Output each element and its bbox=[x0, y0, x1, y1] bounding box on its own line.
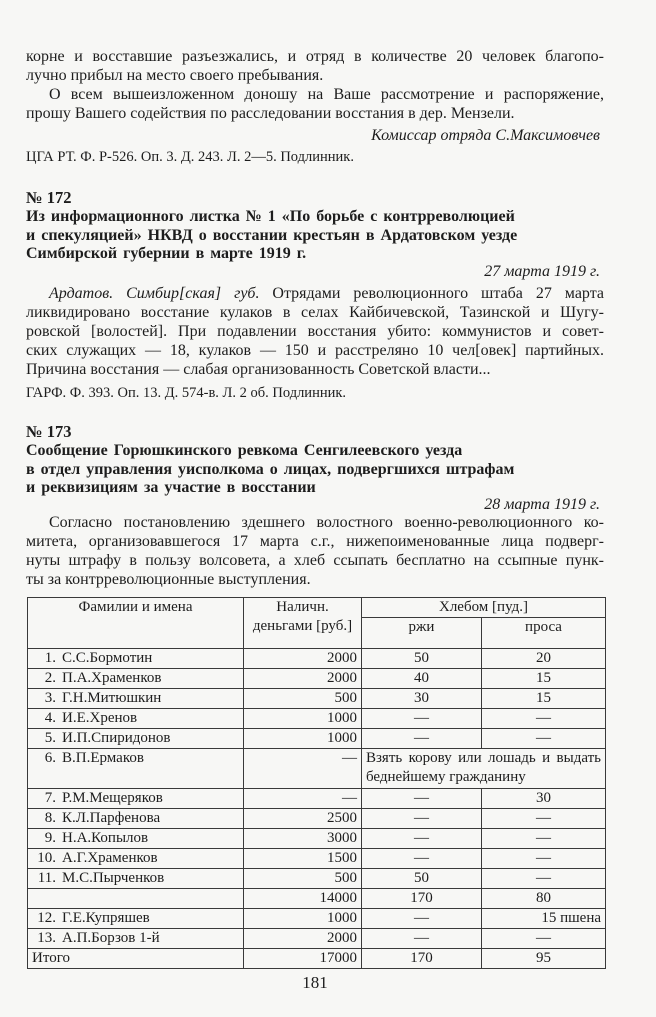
rye-cell: — bbox=[362, 709, 482, 729]
person-name: Г.Н.Митюшкин bbox=[62, 690, 162, 706]
text-line: Причина восстания — слабая организованность Советской власти... bbox=[26, 361, 491, 378]
cash-cell: 500 bbox=[244, 689, 362, 709]
title-line: Сообщение Горюшкинского ревкома Сенгилеевского уезда bbox=[26, 442, 463, 459]
text-line: прошу Вашего содействия по расследовании восстания в дер. Мензели. bbox=[26, 105, 515, 122]
title-line: и спекуляцией» НКВД о восстании крестьян в Ардатовском уезде bbox=[26, 226, 518, 244]
millet-cell: — bbox=[482, 809, 606, 829]
table-row bbox=[28, 709, 606, 729]
millet-cell: — bbox=[482, 869, 606, 889]
person-name: М.С.Пырченков bbox=[62, 870, 165, 886]
millet-cell: — bbox=[482, 929, 606, 949]
text-line bbox=[26, 284, 604, 303]
cash-cell: 14000 bbox=[244, 889, 362, 909]
cash-cell: 1000 bbox=[244, 729, 362, 749]
text-line: ских служащих — 18, кулаков — 150 и расстреляно 10 чел[овек] партийных. bbox=[26, 342, 604, 359]
document-number: № 172 bbox=[26, 188, 72, 207]
row-number: 6. bbox=[44, 750, 56, 766]
text-fragment: Отрядами революционного штаба 27 марта bbox=[272, 285, 604, 302]
row-number: 3. bbox=[44, 690, 56, 706]
text-line: нуты штрафу в пользу волсовета, а хлеб ссыпать бесплатно на ссыпные пунк- bbox=[26, 552, 604, 569]
rye-cell: — bbox=[362, 849, 482, 869]
header-line: Наличн. bbox=[276, 599, 329, 615]
header-names: Фамилии и имена bbox=[28, 598, 244, 649]
continuation-paragraph bbox=[26, 47, 604, 123]
document-body bbox=[26, 284, 604, 379]
cash-cell: 1000 bbox=[244, 909, 362, 929]
text-line: митета, организовавшегося 17 марта с.г., нижепоименованные лица подверг- bbox=[26, 533, 604, 550]
row-number: 13. bbox=[37, 930, 56, 946]
rye-cell: 170 bbox=[362, 889, 482, 909]
person-name: К.Л.Парфенова bbox=[62, 810, 161, 826]
cash-cell: 1500 bbox=[244, 849, 362, 869]
cash-cell: 2000 bbox=[244, 649, 362, 669]
rye-cell: — bbox=[362, 929, 482, 949]
cash-cell: 3000 bbox=[244, 829, 362, 849]
document-date: 27 марта 1919 г. bbox=[484, 263, 600, 280]
person-name: И.Е.Хренов bbox=[62, 710, 138, 726]
table-row bbox=[28, 669, 606, 689]
total-row bbox=[28, 949, 606, 969]
text-line: корне и восставшие разъезжались, и отряд в количестве 20 человек благопо- bbox=[26, 48, 604, 65]
rye-cell: — bbox=[362, 729, 482, 749]
rye-cell: 50 bbox=[362, 869, 482, 889]
row-number: 2. bbox=[44, 670, 56, 686]
person-name: А.П.Борзов 1-й bbox=[62, 930, 160, 946]
table-row bbox=[28, 649, 606, 669]
document-number: № 173 bbox=[26, 422, 72, 441]
table-row bbox=[28, 789, 606, 809]
title-line: в отдел управления уисполкома о лицах, подвергшихся штрафам bbox=[26, 460, 515, 478]
row-number: 10. bbox=[37, 850, 56, 866]
page-number: 181 bbox=[302, 973, 328, 992]
document-title bbox=[26, 208, 604, 264]
millet-cell: 15 bbox=[482, 669, 606, 689]
rye-cell: — bbox=[362, 789, 482, 809]
name-cell bbox=[28, 909, 244, 929]
text-line: лучно прибыл на место своего пребывания. bbox=[26, 67, 324, 84]
table-row bbox=[28, 929, 606, 949]
rye-cell: — bbox=[362, 809, 482, 829]
cash-cell: 2000 bbox=[244, 929, 362, 949]
table-row bbox=[28, 909, 606, 929]
name-cell bbox=[28, 829, 244, 849]
rye-cell: 50 bbox=[362, 649, 482, 669]
subtotal-row bbox=[28, 889, 606, 909]
table-row bbox=[28, 829, 606, 849]
person-name: Р.М.Мещеряков bbox=[62, 790, 163, 806]
cash-cell: 500 bbox=[244, 869, 362, 889]
header-cash bbox=[244, 598, 362, 649]
document-body bbox=[26, 513, 604, 589]
name-cell bbox=[28, 729, 244, 749]
cash-cell: — bbox=[244, 789, 362, 809]
document-date: 28 марта 1919 г. bbox=[484, 496, 600, 513]
text-line: ликвидировано восстание кулаков в селах Кайбичевской, Тазинской и Шугу- bbox=[26, 304, 604, 321]
millet-cell: 15 bbox=[482, 689, 606, 709]
archive-source: ЦГА РТ. Ф. Р-526. Оп. 3. Д. 243. Л. 2—5. Подлинник. bbox=[26, 149, 354, 165]
table-header-row bbox=[28, 598, 606, 618]
person-name: А.Г.Храменков bbox=[62, 850, 158, 866]
document-title bbox=[26, 442, 604, 498]
table-row bbox=[28, 729, 606, 749]
title-line: Симбирской губернии в марте 1919 г. bbox=[26, 245, 307, 262]
text-line: О всем вышеизложенном доношу на Ваше рассмотрение и распоряжение, bbox=[49, 86, 604, 103]
table-row bbox=[28, 869, 606, 889]
millet-cell: — bbox=[482, 709, 606, 729]
name-cell bbox=[28, 789, 244, 809]
row-number: 1. bbox=[44, 650, 56, 666]
note-line: беднейшему гражданину bbox=[366, 769, 526, 785]
header-millet: проса bbox=[482, 618, 606, 649]
name-cell bbox=[28, 809, 244, 829]
title-line: Из информационного листка № 1 «По борьбе с контрреволюцией bbox=[26, 208, 515, 225]
table-row bbox=[28, 749, 606, 789]
row-number: 12. bbox=[37, 910, 56, 926]
person-name: И.П.Спиридонов bbox=[62, 730, 171, 746]
signature: Комиссар отряда С.Максимовчев bbox=[371, 127, 600, 144]
rye-cell: — bbox=[362, 829, 482, 849]
name-cell bbox=[28, 889, 244, 909]
row-number: 4. bbox=[44, 710, 56, 726]
rye-cell: 30 bbox=[362, 689, 482, 709]
cash-cell: 2500 bbox=[244, 809, 362, 829]
table-row bbox=[28, 689, 606, 709]
person-name: Н.А.Копылов bbox=[62, 830, 149, 846]
person-name: Г.Е.Купряшев bbox=[62, 910, 150, 926]
cash-cell: — bbox=[244, 749, 362, 789]
table-row bbox=[28, 809, 606, 829]
row-number: 5. bbox=[44, 730, 56, 746]
millet-cell: 15 пшена bbox=[482, 909, 606, 929]
row-number: 7. bbox=[44, 790, 56, 806]
person-name: В.П.Ермаков bbox=[62, 750, 144, 766]
cash-cell: 2000 bbox=[244, 669, 362, 689]
total-label: Итого bbox=[28, 949, 244, 969]
name-cell bbox=[28, 689, 244, 709]
header-line: деньгами [руб.] bbox=[252, 618, 353, 634]
name-cell bbox=[28, 669, 244, 689]
row-number: 11. bbox=[37, 870, 56, 886]
name-cell bbox=[28, 709, 244, 729]
cash-cell: 1000 bbox=[244, 709, 362, 729]
header-rye: ржи bbox=[362, 618, 482, 649]
place-name: Ардатов. Симбир[ская] губ. bbox=[49, 285, 260, 302]
rye-cell: — bbox=[362, 909, 482, 929]
fines-table bbox=[27, 597, 606, 969]
millet-cell: — bbox=[482, 829, 606, 849]
name-cell bbox=[28, 929, 244, 949]
name-cell bbox=[28, 869, 244, 889]
millet-cell: 20 bbox=[482, 649, 606, 669]
person-name: П.А.Храменков bbox=[62, 670, 162, 686]
text-line: ровской [волостей]. При подавлении восстания убито: коммунистов и совет- bbox=[26, 323, 604, 340]
total-rye: 170 bbox=[362, 949, 482, 969]
total-millet: 95 bbox=[482, 949, 606, 969]
name-cell bbox=[28, 649, 244, 669]
millet-cell: — bbox=[482, 729, 606, 749]
row-number: 8. bbox=[44, 810, 56, 826]
name-cell bbox=[28, 849, 244, 869]
row-number: 9. bbox=[44, 830, 56, 846]
header-grain: Хлебом [пуд.] bbox=[362, 598, 606, 618]
millet-cell: — bbox=[482, 849, 606, 869]
archive-source: ГАРФ. Ф. 393. Оп. 13. Д. 574-в. Л. 2 об. Подлинник. bbox=[26, 385, 347, 401]
name-cell bbox=[28, 749, 244, 789]
text-line: Согласно постановлению здешнего волостного военно-революционного ко- bbox=[49, 514, 604, 531]
millet-cell: 80 bbox=[482, 889, 606, 909]
table-row bbox=[28, 849, 606, 869]
person-name: С.С.Бормотин bbox=[62, 650, 153, 666]
note-line: Взять корову или лошадь и выдать bbox=[366, 750, 601, 766]
requisition-note-cell bbox=[362, 749, 606, 789]
millet-cell: 30 bbox=[482, 789, 606, 809]
rye-cell: 40 bbox=[362, 669, 482, 689]
total-cash: 17000 bbox=[244, 949, 362, 969]
title-line: и реквизициям за участие в восстании bbox=[26, 479, 316, 496]
text-line: ты за контрреволюционные выступления. bbox=[26, 571, 311, 588]
